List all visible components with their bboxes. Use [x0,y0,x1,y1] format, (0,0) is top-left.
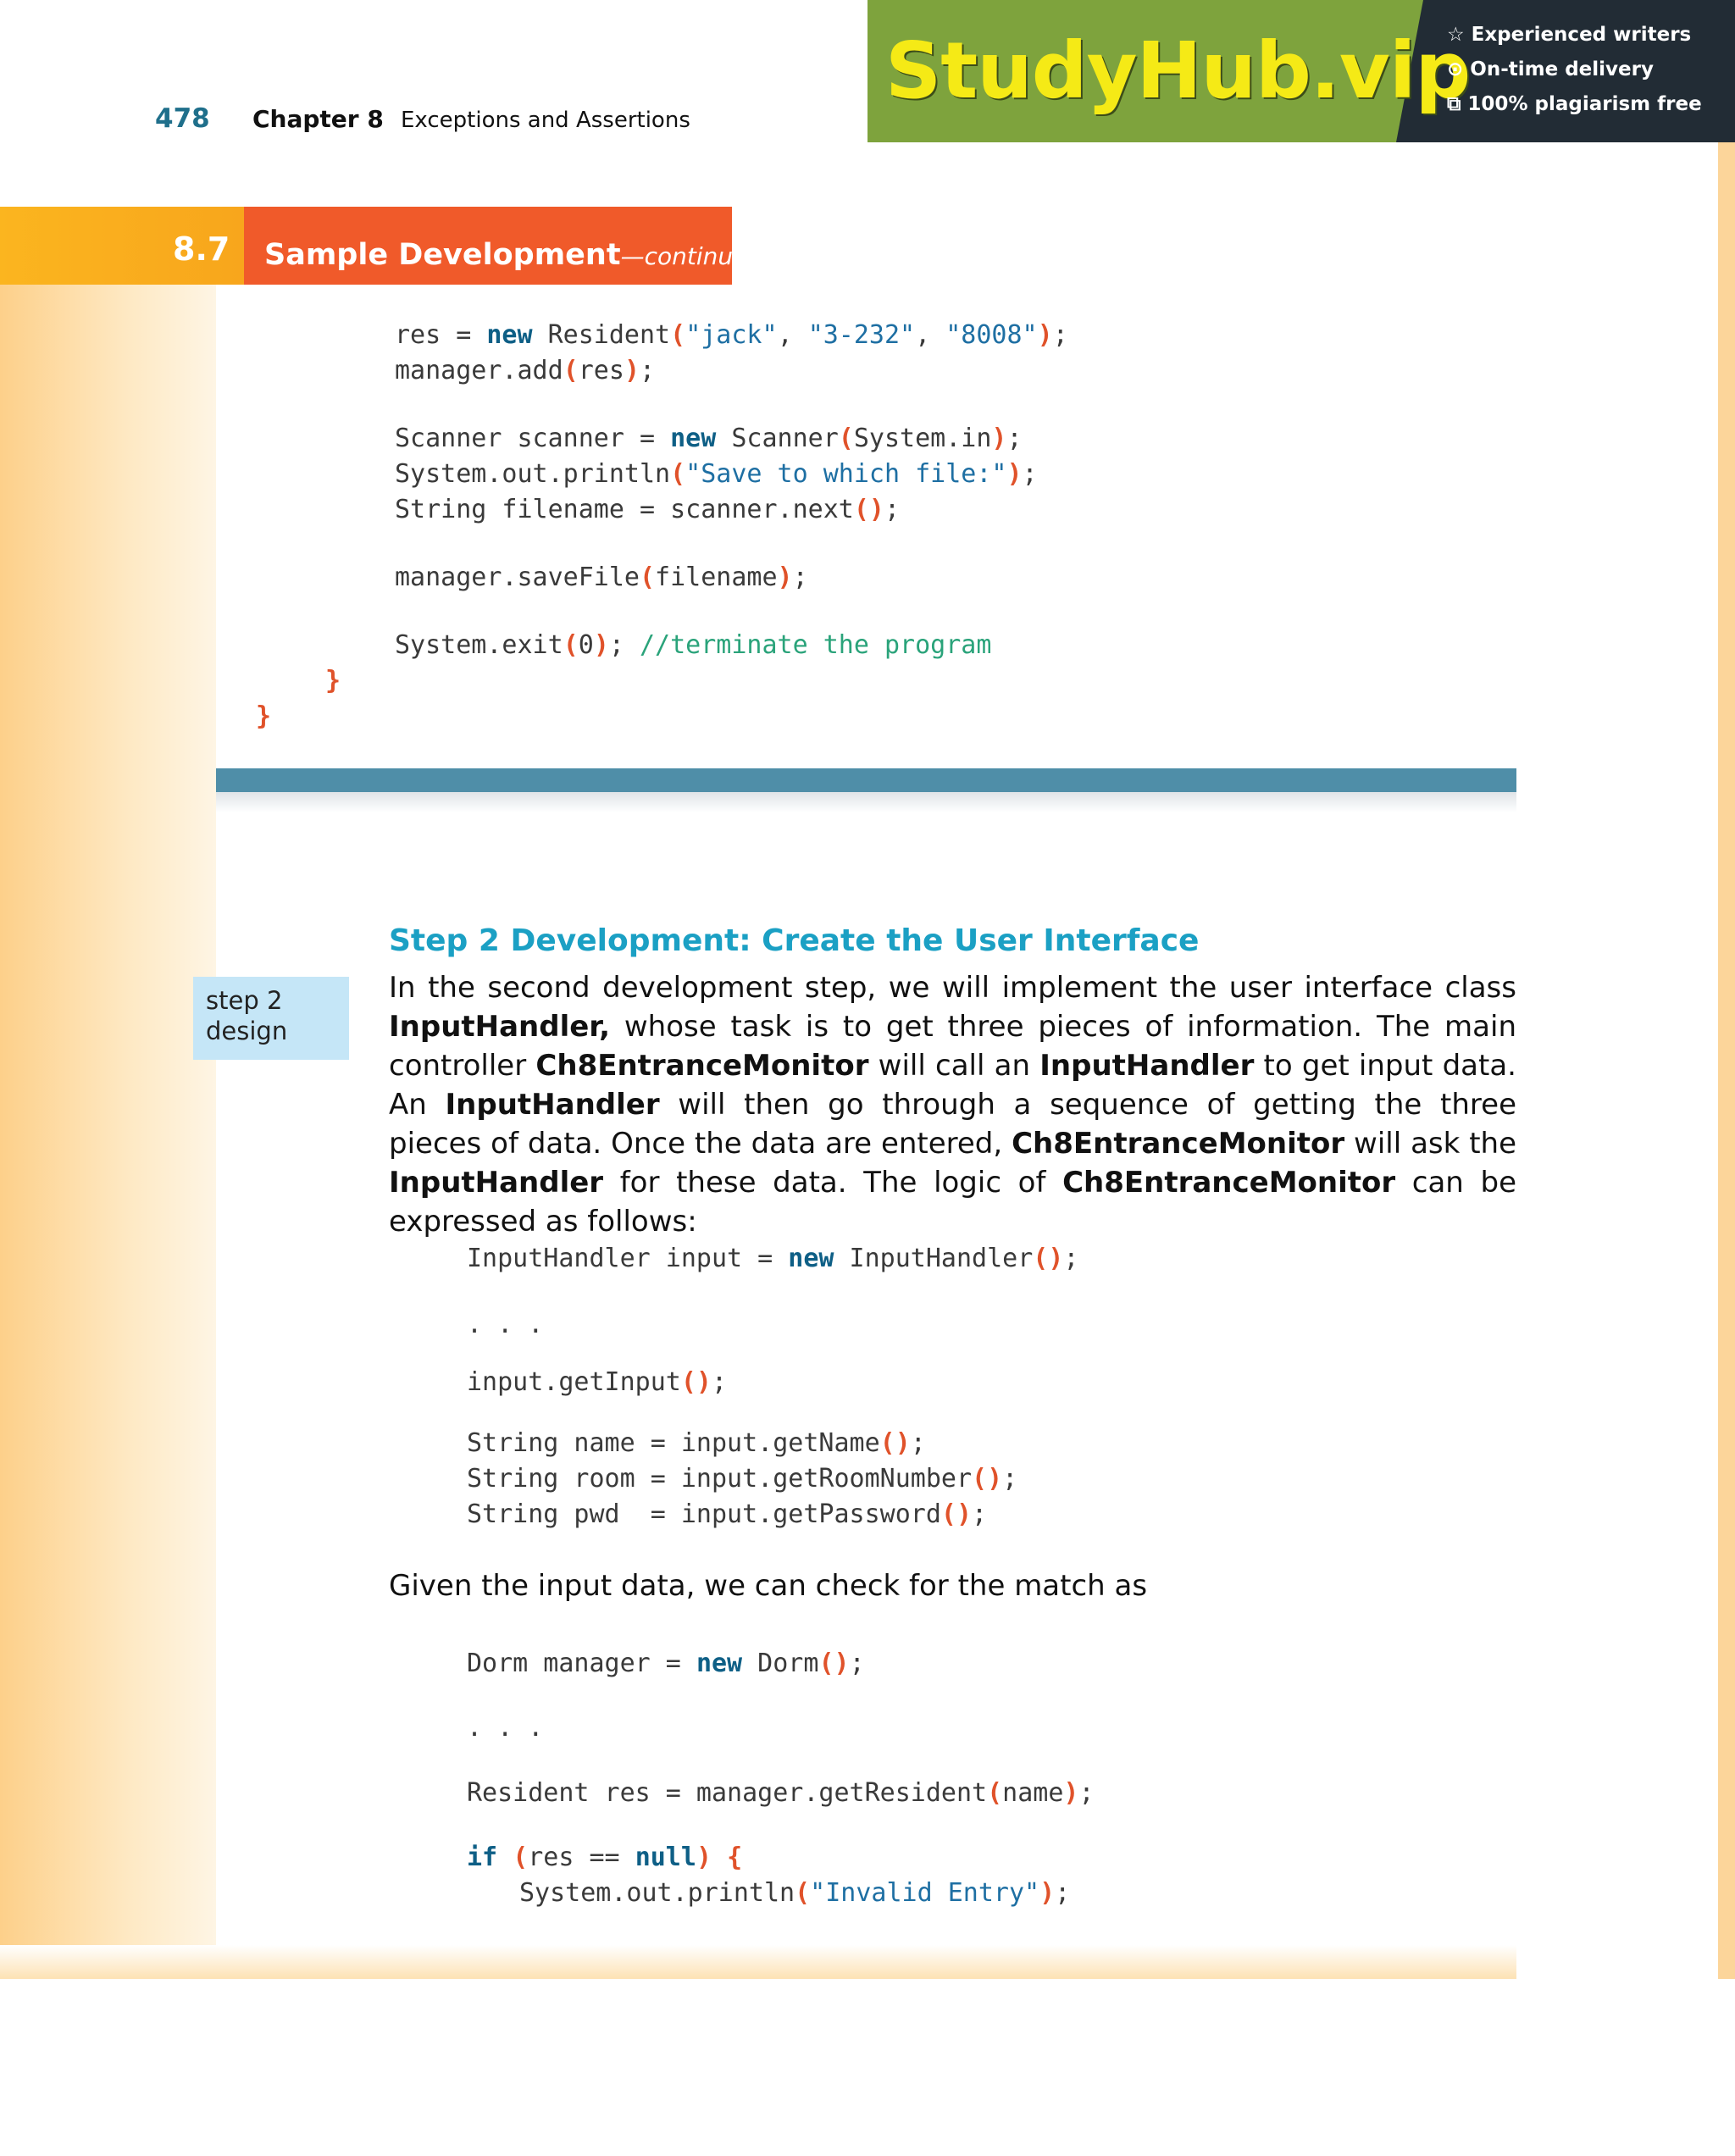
section-title [264,238,762,272]
code-brace: } [325,666,341,696]
chapter-label: Chapter 8 [252,105,384,133]
code-line: if (res == null) { [467,1843,743,1872]
section-title-text: Sample Development [264,238,621,272]
section-number: 8.7 [173,230,230,268]
code-line: System.out.println("Save to which file:"); [395,459,1038,489]
code-line: input.getInput(); [467,1367,728,1397]
watermark-feature: ⧉ 100% plagiarism free [1447,93,1702,115]
code-brace: } [256,701,272,731]
margin-note-line: step 2 [206,986,283,1015]
code-line: String filename = scanner.next(); [395,495,901,524]
class-name: Ch8EntranceMonitor [1062,1166,1396,1200]
code-line: Scanner scanner = new Scanner(System.in); [395,424,1023,453]
watermark-feature: ☆ Experienced writers [1447,24,1692,46]
body-sentence: Given the input data, we can check for the match as [389,1569,1148,1603]
page-number: 478 [155,103,210,134]
margin-note [193,977,349,1060]
code-line: res = new Resident("jack", "3-232", "8008"); [395,320,1068,350]
class-name: InputHandler [1039,1049,1255,1083]
bottom-gradient [0,1945,1516,1979]
divider-shadow [216,792,1516,812]
watermark-feature: ⊙ On-time delivery [1447,58,1654,80]
code-ellipsis: . . . [467,1713,544,1743]
class-name: Ch8EntranceMonitor [1012,1127,1345,1161]
code-line: String name = input.getName(); [467,1428,926,1458]
class-name: InputHandler [445,1088,660,1122]
code-line: Dorm manager = new Dorm(); [467,1649,865,1678]
code-line: System.exit(0); //terminate the program [395,630,992,660]
code-line: InputHandler input = new InputHandler(); [467,1244,1079,1273]
section-divider [216,768,1516,792]
section-continued: —continued [620,242,763,270]
code-line: System.out.println("Invalid Entry"); [519,1878,1071,1908]
body-paragraph: In the second development step, we will implement the user interface class InputHandler, whose task is to get three pieces of information. The main controller Ch8EntranceMonitor will call an InputHandler to get input data. An InputHandler will then go through a sequence of getting the three pieces of data. Once the data are entered, Ch8EntranceMonitor will ask the InputHandler for these data. The logic of Ch8EntranceMonitor can be expressed as follows: [389,971,1517,1239]
code-line: manager.add(res); [395,356,656,385]
code-line: String room = input.getRoomNumber(); [467,1464,1018,1494]
code-line: Resident res = manager.getResident(name); [467,1778,1095,1808]
watermark-logo[interactable]: StudyHub.vip [885,25,1471,116]
code-line: String pwd = input.getPassword(); [467,1499,988,1529]
class-name: InputHandler, [389,1010,610,1044]
class-name: InputHandler [389,1166,604,1200]
margin-note-line: design [206,1017,288,1045]
chapter-title: Exceptions and Assertions [401,108,690,133]
step-heading: Step 2 Development: Create the User Interface [389,923,1200,958]
code-line: manager.saveFile(filename); [395,563,808,592]
code-ellipsis: . . . [467,1310,544,1339]
class-name: Ch8EntranceMonitor [535,1049,869,1083]
right-margin-strip [1718,142,1735,1979]
